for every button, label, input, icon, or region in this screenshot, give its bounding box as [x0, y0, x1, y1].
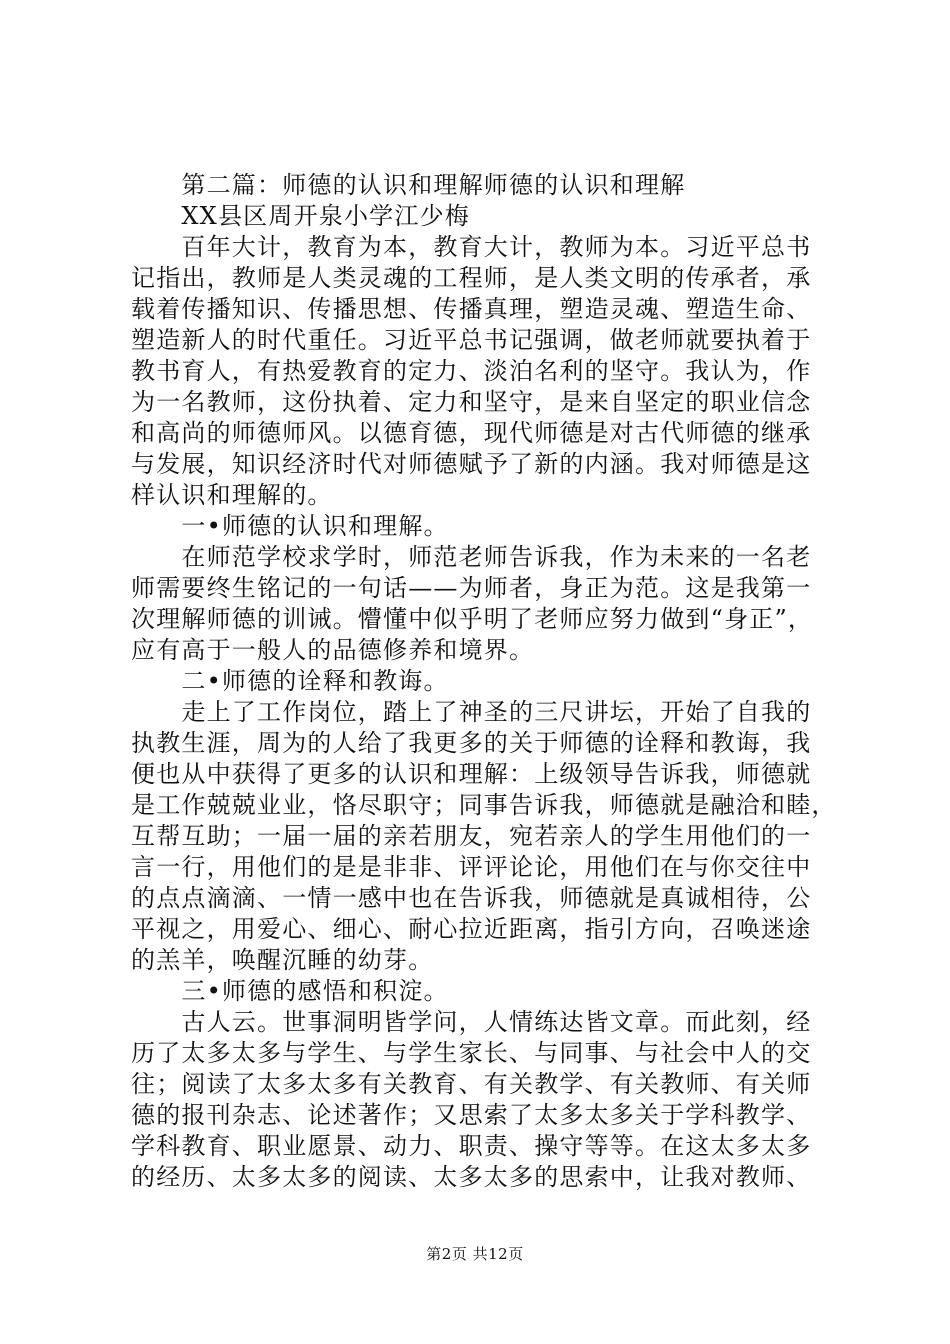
text-line: 样认识和理解的。: [131, 481, 333, 509]
text-line: 往；阅读了太多太多有关教育、有关教学、有关教师、有关师: [131, 1070, 812, 1098]
text-line: 执教生涯，周为的人给了我更多的关于师德的诠释和教诲，我: [131, 729, 812, 757]
text-line: 走上了工作岗位，踏上了神圣的三尺讲坛，开始了自我的: [131, 698, 812, 726]
text-line: 言一行，用他们的是是非非、评评论论，用他们在与你交往中: [131, 853, 812, 881]
text-line: XX县区周开泉小学江少梅: [131, 202, 470, 230]
text-line: 平视之，用爱心、细心、耐心拉近距离，指引方向，召唤迷途: [131, 915, 812, 943]
page-number-footer: 第2页 共12页: [426, 1245, 524, 1263]
text-line: 师需要终生铭记的一句话——为师者，身正为范。这是我第一: [131, 574, 812, 602]
text-line: 与发展，知识经济时代对师德赋予了新的内涵。我对师德是这: [131, 450, 812, 478]
text-line: 为一名教师，这份执着、定力和坚守，是来自坚定的职业信念: [131, 388, 812, 416]
text-line: 次理解师德的训诫。懵懂中似乎明了老师应努力做到“身正”，: [131, 605, 814, 633]
section-heading: 一•师德的认识和理解。: [131, 512, 449, 540]
text-line: 的羔羊，唤醒沉睡的幼芽。: [131, 946, 434, 974]
text-line: 便也从中获得了更多的认识和理解：上级领导告诉我，师德就: [131, 760, 812, 788]
body-text: [131, 170, 837, 1193]
text-line: 古人云。世事洞明皆学问，人情练达皆文章。而此刻，经: [131, 1008, 812, 1036]
text-line: 学科教育、职业愿景、动力、职责、操守等等。在这太多太多: [131, 1132, 812, 1160]
text-line: 在师范学校求学时，师范老师告诉我，作为未来的一名老: [131, 543, 812, 571]
text-line: 历了太多太多与学生、与学生家长、与同事、与社会中人的交: [131, 1039, 812, 1067]
text-line: 的点点滴滴、一情一感中也在告诉我，师德就是真诚相待，公: [131, 884, 812, 912]
text-line: 互帮互助；一届一届的亲若朋友，宛若亲人的学生用他们的一: [131, 822, 812, 850]
text-line: 教书育人，有热爱教育的定力、淡泊名利的坚守。我认为，作: [131, 357, 812, 385]
section-heading: 三•师德的感悟和积淀。: [131, 977, 449, 1005]
text-line: 的经历、太多太多的阅读、太多太多的思索中，让我对教师、: [131, 1163, 812, 1191]
text-line: 德的报刊杂志、论述著作；又思索了太多太多关于学科教学、: [131, 1101, 812, 1129]
text-line: 载着传播知识、传播思想、传播真理，塑造灵魂、塑造生命、: [131, 295, 812, 323]
text-line: 应有高于一般人的品德修养和境界。: [131, 636, 535, 664]
text-line: 记指出，教师是人类灵魂的工程师，是人类文明的传承者，承: [131, 264, 812, 292]
text-line: 第二篇：师德的认识和理解师德的认识和理解: [131, 171, 686, 199]
text-line: 是工作兢兢业业，恪尽职守；同事告诉我，师德就是融洽和睦，: [131, 791, 837, 819]
text-line: 和高尚的师德师风。以德育德，现代师德是对古代师德的继承: [131, 419, 812, 447]
text-line: 百年大计，教育为本，教育大计，教师为本。习近平总书: [131, 233, 812, 261]
text-line: 塑造新人的时代重任。习近平总书记强调，做老师就要执着于: [131, 326, 812, 354]
section-heading: 二•师德的诠释和教诲。: [131, 667, 449, 695]
